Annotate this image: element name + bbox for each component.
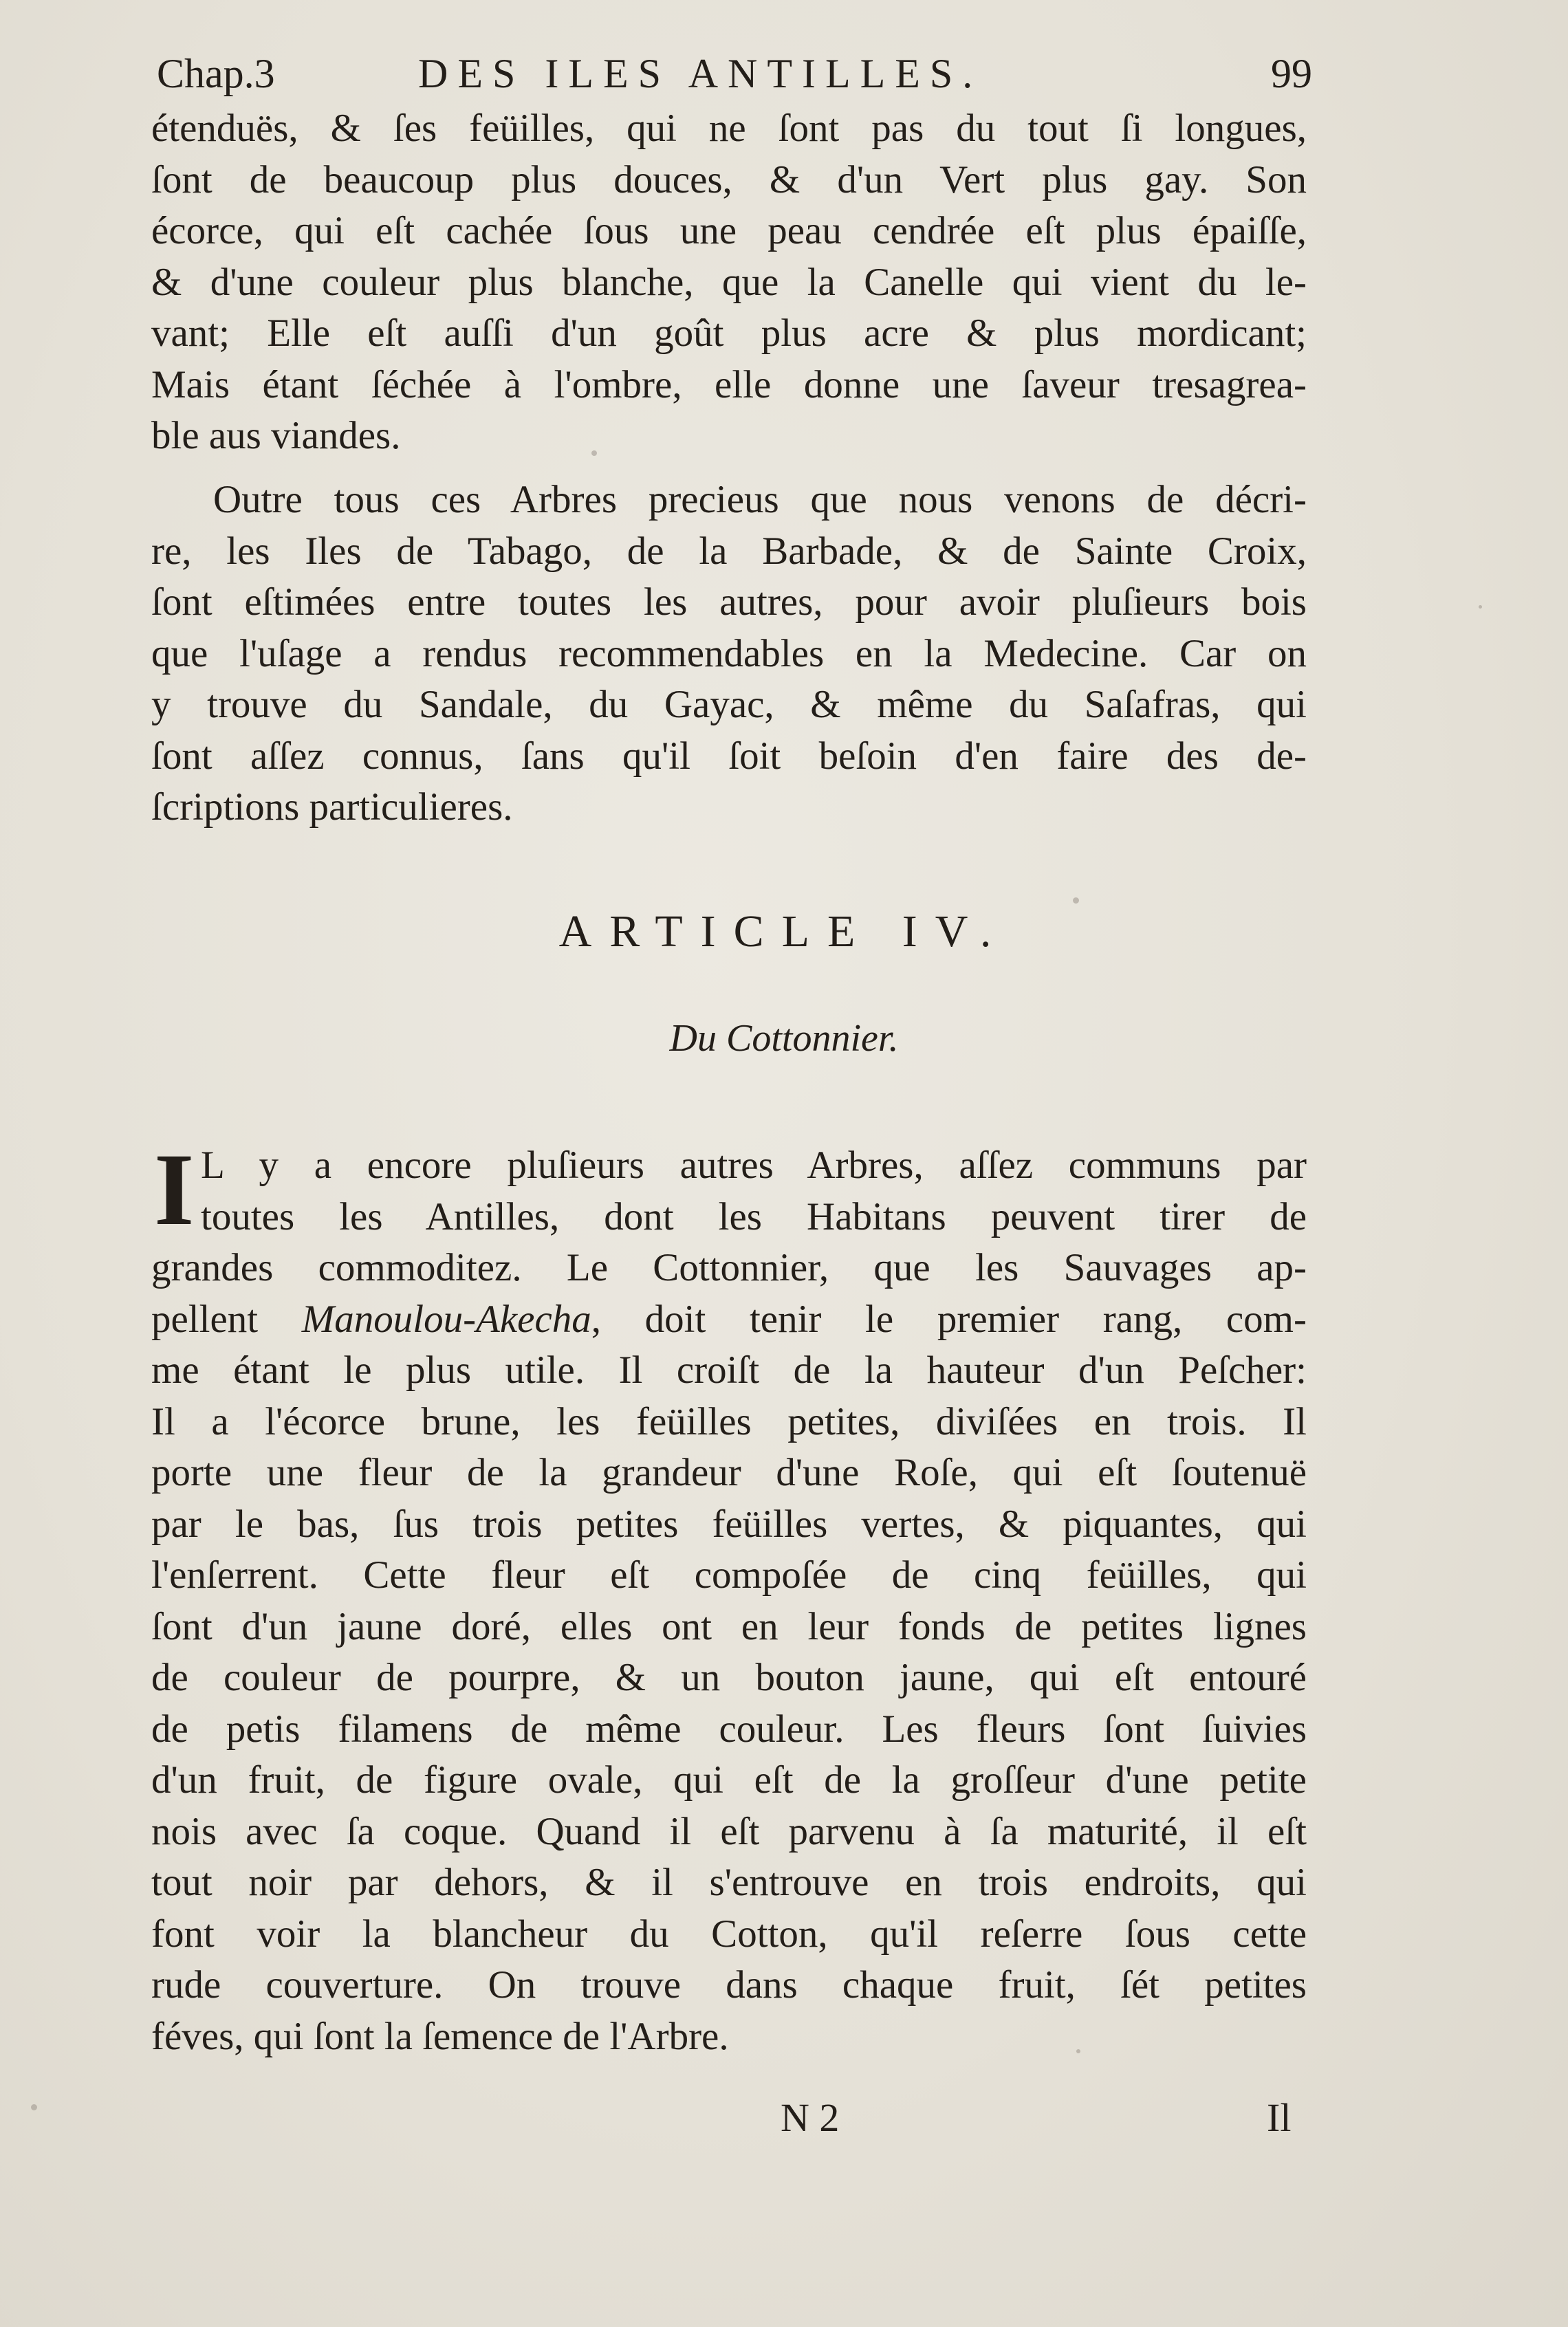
article-subheading: Du Cottonnier. <box>669 1017 899 1060</box>
drop-cap: I <box>154 1133 195 1247</box>
text-line: tout noir par dehors, & il s'entrouve en trois endroits, qui <box>151 1861 1307 1904</box>
text-line: re, les Iles de Tabago, de la Barbade, & de Sainte Croix, <box>151 529 1307 573</box>
paragraph-bois <box>151 474 1307 833</box>
text-line: ſont d'un jaune doré, elles ont en leur fonds de petites lignes <box>151 1604 1307 1648</box>
text-line: y trouve du Sandale, du Gayac, & même du Saſafras, qui <box>151 683 1307 726</box>
page-number: 99 <box>1271 51 1312 96</box>
text-line: ſont aſſez connus, ſans qu'il ſoit beſoin d'en faire des de- <box>151 734 1307 778</box>
catchword: Il <box>1267 2095 1292 2140</box>
text-line: porte une fleur de la grandeur d'une Roſe, qui eſt ſoutenuë <box>151 1451 1307 1494</box>
paper-speck <box>1479 605 1482 609</box>
text-line: Outre tous ces Arbres precieus que nous venons de décri- <box>213 478 1307 521</box>
text-line: L y a encore pluſieurs autres Arbres, aſſez communs par <box>201 1144 1307 1187</box>
text-line: & d'une couleur plus blanche, que la Canelle qui vient du le- <box>151 260 1307 304</box>
text-line: nois avec ſa coque. Quand il eſt parvenu à ſa maturité, il eſt <box>151 1809 1307 1853</box>
text-line: féves, qui ſont la ſemence de l'Arbre. <box>151 2014 729 2058</box>
text-line: par le bas, ſus trois petites feüilles vertes, & piquantes, qui <box>151 1502 1307 1546</box>
text-line: Il a l'écorce brune, les feüilles petites, diviſées en trois. Il <box>151 1399 1307 1443</box>
text-line: ſont de beaucoup plus douces, & d'un Vert plus gay. Son <box>151 157 1307 201</box>
chapter-label: Chap.3 <box>157 51 275 96</box>
paragraph-canelle <box>151 103 1307 462</box>
signature-mark: N 2 <box>781 2095 840 2140</box>
text-line: ſont eſtimées entre toutes les autres, pour avoir pluſieurs bois <box>151 580 1307 624</box>
article-heading: ARTICLE IV. <box>558 906 1010 957</box>
text-line: grandes commoditez. Le Cottonnier, que les Sauvages ap- <box>151 1246 1307 1289</box>
running-header <box>157 43 1312 105</box>
paragraph-cottonnier <box>151 1133 1307 2062</box>
text-line: ſcriptions particulieres. <box>151 785 513 829</box>
text-line: pellent Manoulou-Akecha, doit tenir le premier rang, com- <box>151 1297 1307 1341</box>
text-line: l'enſerrent. Cette fleur eſt compoſée de cinq feüilles, qui <box>151 1553 1307 1597</box>
text-line: que l'uſage a rendus recommendables en la Medecine. Car on <box>151 631 1307 675</box>
page-footer <box>0 2090 1568 2145</box>
text-line: me étant le plus utile. Il croiſt de la hauteur d'un Peſcher: <box>151 1348 1307 1392</box>
text-line: font voir la blancheur du Cotton, qu'il reſerre ſous cette <box>151 1912 1307 1956</box>
text-line: toutes les Antilles, dont les Habitans peuvent tirer de <box>201 1194 1307 1238</box>
text-line: ble aus viandes. <box>151 414 401 457</box>
running-title: DES ILES ANTILLES. <box>418 51 983 96</box>
text-line: d'un fruit, de figure ovale, qui eſt de la groſſeur d'une petite <box>151 1758 1307 1802</box>
text-line: rude couverture. On trouve dans chaque fruit, ſét petites <box>151 1963 1307 2007</box>
text-line: vant; Elle eſt auſſi d'un goût plus acre & plus mordicant; <box>151 312 1307 355</box>
text-line: étenduës, & ſes feüilles, qui ne ſont pas du tout ſi longues, <box>151 107 1307 150</box>
text-line: écorce, qui eſt cachée ſous une peau cendrée eſt plus épaiſſe, <box>151 209 1307 252</box>
text-line: de petis filamens de même couleur. Les fleurs ſont ſuivies <box>151 1707 1307 1751</box>
native-name: Manoulou-Akecha <box>301 1297 591 1341</box>
text-line: Mais étant ſéchée à l'ombre, elle donne une ſaveur tresagrea- <box>151 362 1307 406</box>
text-line: de couleur de pourpre, & un bouton jaune, qui eſt entouré <box>151 1656 1307 1699</box>
